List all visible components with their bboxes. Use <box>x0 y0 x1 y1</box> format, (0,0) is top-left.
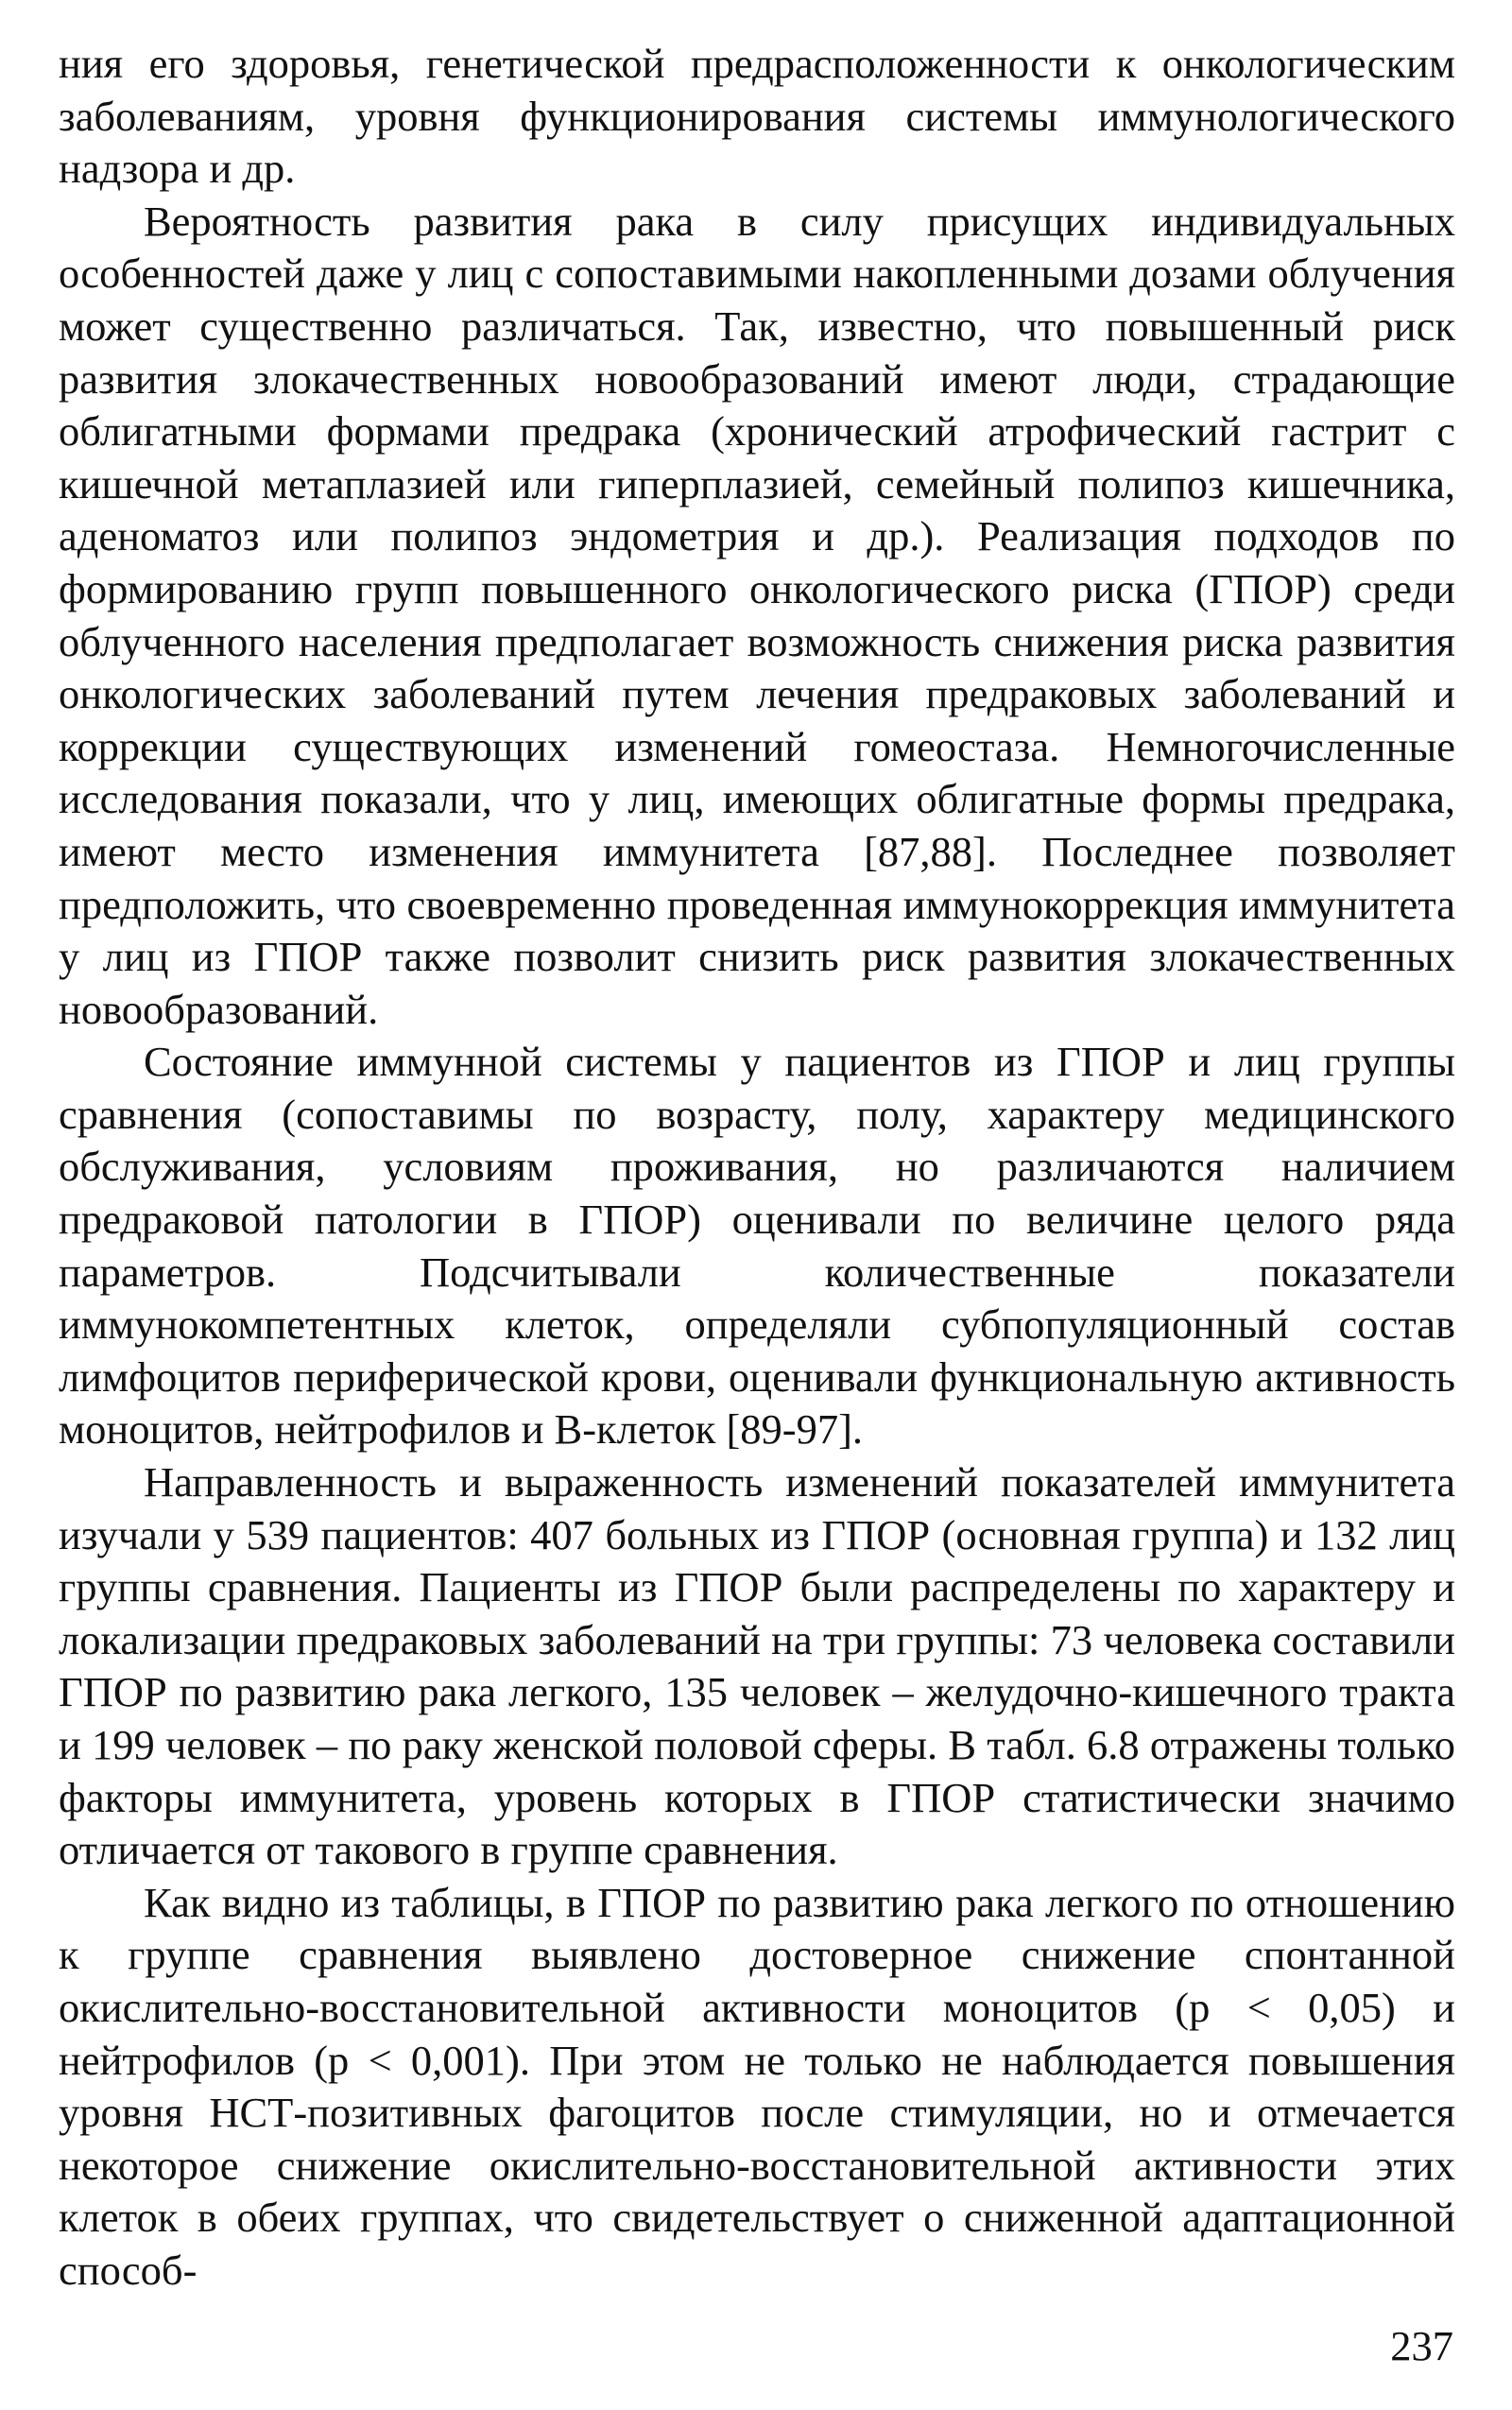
paragraph-continuation: ния его здоровья, генетической предрасположенности к онкологическим заболеваниям, уровня функционирования системы иммунологического надзора и др. <box>59 40 1455 193</box>
paragraph-table-results: Как видно из таблицы, в ГПОР по развитию рака легкого по отношению к группе сравнения выявлено достоверное снижение спонтанной окислительно-восстановительной активности моноцитов (р < 0,05) и нейтрофилов (р < 0,001). При этом не только не наблюдается повышения уровня НСТ-позитивных фагоцитов после стимуляции, но и отмечается некоторое снижение окислительно-восстановительной активности этих клеток в обеих группах, что свидетельствует о сниженной адаптационной способ- <box>59 1878 1455 2294</box>
paragraph-cancer-risk: Вероятность развития рака в силу присущих индивидуальных особенностей даже у лиц с сопоставимыми накопленными дозами облучения может существенно различаться. Так, известно, что повышенный риск развития злокачественных новообразований имеют люди, страдающие облигатными формами предрака (хронический атрофический гастрит с кишечной метаплазией или гиперплазией, семейный полипоз кишечника, аденоматоз или полипоз эндометрия и др.). Реализация подходов по формированию групп повышенного онкологического риска (ГПОР) среди облученного населения предполагает возможность снижения риска развития онкологических заболеваний путем лечения предраковых заболеваний и коррекции существующих изменений гомеостаза. Немногочисленные исследования показали, что у лиц, имеющих облигатные формы предрака, имеют место изменения иммунитета [87,88]. Последнее позволяет предположить, что своевременно проведенная иммунокоррекция иммунитета у лиц из ГПОР также позволит снизить риск развития злокачественных новообразований. <box>59 197 1455 1033</box>
paragraph-patient-groups: Направленность и выраженность изменений показателей иммунитета изучали у 539 пациентов: 407 больных из ГПОР (основная группа) и 132 лиц группы сравнения. Пациенты из ГПОР были распределены по характеру и локализации предраковых заболеваний на три группы: 73 человека составили ГПОР по развитию рака легкого, 135 человек – желудочно-кишечного тракта и 199 человек – по раку женской половой сферы. В табл. 6.8 отражены только факторы иммунитета, уровень которых в ГПОР статистически значимо отличается от такового в группе сравнения. <box>59 1458 1455 1874</box>
paragraph-immune-state: Состояние иммунной системы у пациентов из ГПОР и лиц группы сравнения (сопоставимы по возрасту, полу, характеру медицинского обслуживания, условиям проживания, но различаются наличием предраковой патологии в ГПОР) оценивали по величине целого ряда параметров. Подсчитывали количественные показатели иммунокомпетентных клеток, определяли субпопуляционный состав лимфоцитов периферической крови, оценивали функциональную активность моноцитов, нейтрофилов и В-клеток [89-97]. <box>59 1038 1455 1454</box>
page-number: 237 <box>1390 2322 1453 2369</box>
page-body <box>59 38 1455 2298</box>
